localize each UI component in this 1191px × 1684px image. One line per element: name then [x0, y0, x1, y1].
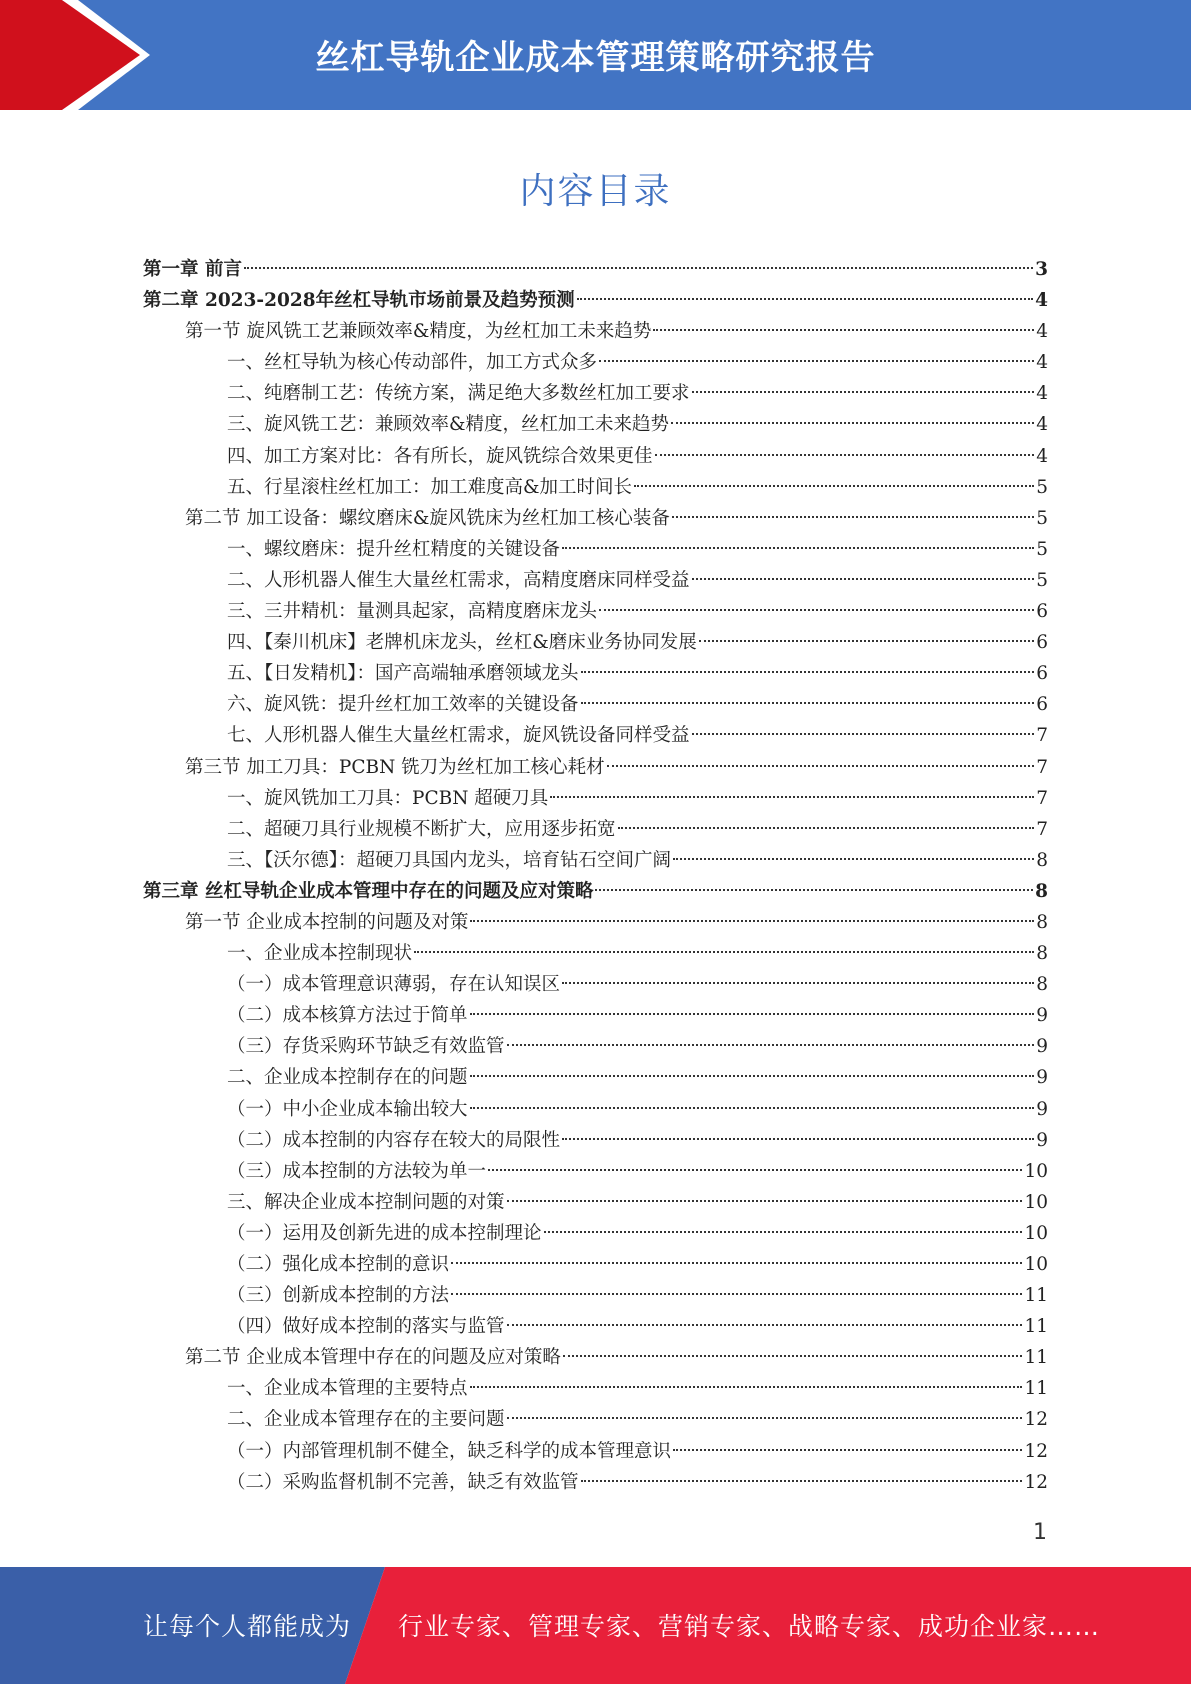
- toc-dot-leader: [673, 1449, 1022, 1451]
- toc-entry-title: 二、纯磨制工艺：传统方案，满足绝大多数丝杠加工要求: [227, 383, 690, 405]
- toc-entry-title: （二）采购监督机制不完善，缺乏有效监管: [227, 1471, 579, 1493]
- toc-entry-title: 五、行星滚柱丝杠加工：加工难度高&加工时间长: [227, 476, 632, 498]
- toc-dot-leader: [507, 1417, 1023, 1419]
- toc-dot-leader: [562, 547, 1034, 549]
- toc-entry-title: 五、【日发精机】：国产高端轴承磨领域龙头: [227, 663, 579, 685]
- toc-dot-leader: [507, 1324, 1023, 1326]
- toc-entry[interactable]: [143, 596, 1048, 627]
- toc-entry-page: 11: [1024, 1285, 1048, 1307]
- toc-entry-title: 第一章 前言: [143, 259, 242, 280]
- toc-entry[interactable]: [143, 1249, 1048, 1280]
- toc-entry-title: 第二节 企业成本管理中存在的问题及应对策略: [185, 1347, 561, 1369]
- toc-entry-title: （三）创新成本控制的方法: [227, 1285, 450, 1307]
- toc-dot-leader: [544, 1231, 1023, 1233]
- toc-dot-leader: [488, 1169, 1022, 1171]
- toc-dot-leader: [595, 889, 1033, 891]
- toc-entry-page: 7: [1036, 787, 1048, 809]
- toc-dot-leader: [634, 485, 1034, 487]
- toc-entry-title: （一）内部管理机制不健全，缺乏科学的成本管理意识: [227, 1440, 672, 1462]
- footer-banner: [0, 1567, 1191, 1684]
- toc-entry[interactable]: [143, 565, 1048, 596]
- table-of-contents: [143, 254, 1048, 1498]
- toc-entry[interactable]: [143, 534, 1048, 565]
- toc-dot-leader: [244, 267, 1033, 269]
- toc-entry-page: 10: [1024, 1222, 1048, 1244]
- toc-entry-page: 3: [1035, 259, 1048, 280]
- toc-entry-title: 二、人形机器人催生大量丝杠需求，高精度磨床同样受益: [227, 569, 690, 591]
- toc-entry-page: 7: [1036, 725, 1048, 747]
- toc-entry-title: 第一节 旋风铣工艺兼顾效率&精度，为丝杠加工未来趋势: [185, 321, 652, 343]
- toc-entry[interactable]: [143, 1156, 1048, 1187]
- footer-slogan-right: 行业专家、管理专家、营销专家、战略专家、成功企业家……: [398, 1612, 1101, 1641]
- toc-entry-page: 9: [1036, 1098, 1048, 1120]
- toc-entry-page: 7: [1036, 818, 1048, 840]
- toc-entry-title: 三、三井精机：量测具起家，高精度磨床龙头: [227, 601, 598, 623]
- toc-entry[interactable]: [143, 1187, 1048, 1218]
- toc-dot-leader: [618, 827, 1035, 829]
- toc-entry-page: 5: [1036, 476, 1048, 498]
- toc-entry[interactable]: [143, 845, 1048, 876]
- toc-dot-leader: [655, 454, 1035, 456]
- toc-entry[interactable]: [143, 876, 1048, 907]
- toc-entry-title: （一）成本管理意识薄弱，存在认知误区: [227, 974, 561, 996]
- toc-entry[interactable]: [143, 907, 1048, 938]
- toc-entry-title: 第一节 企业成本控制的问题及对策: [185, 911, 469, 933]
- toc-dot-leader: [607, 765, 1035, 767]
- toc-entry[interactable]: [143, 316, 1048, 347]
- toc-entry[interactable]: [143, 1280, 1048, 1311]
- toc-entry[interactable]: [143, 1373, 1048, 1404]
- toc-entry-title: 第二节 加工设备：螺纹磨床&旋风铣床为丝杠加工核心装备: [185, 507, 670, 529]
- toc-entry-page: 8: [1036, 974, 1048, 996]
- toc-entry-page: 8: [1036, 943, 1048, 965]
- toc-entry-title: 第二章 2023-2028年丝杠导轨市场前景及趋势预测: [143, 290, 575, 312]
- toc-entry-title: （一）中小企业成本输出较大: [227, 1098, 468, 1120]
- toc-entry-page: 4: [1036, 445, 1048, 467]
- toc-entry-page: 12: [1024, 1409, 1048, 1431]
- toc-entry-page: 8: [1036, 849, 1048, 871]
- toc-entry-page: 9: [1036, 1036, 1048, 1058]
- toc-entry-page: 10: [1024, 1160, 1048, 1182]
- toc-entry-title: （二）强化成本控制的意识: [227, 1254, 450, 1275]
- toc-entry-title: 一、企业成本控制现状: [227, 943, 413, 965]
- toc-dot-leader: [470, 1013, 1035, 1015]
- toc-entry-page: 12: [1024, 1440, 1048, 1462]
- toc-dot-leader: [550, 796, 1034, 798]
- toc-entry-page: 4: [1036, 414, 1048, 436]
- toc-entry-page: 6: [1036, 601, 1048, 623]
- toc-dot-leader: [599, 609, 1034, 611]
- toc-entry-title: 三、旋风铣工艺：兼顾效率&精度，丝杠加工未来趋势: [227, 414, 669, 436]
- toc-dot-leader: [414, 951, 1034, 953]
- toc-entry-title: （三）存货采购环节缺乏有效监管: [227, 1036, 505, 1058]
- toc-entry-page: 9: [1036, 1005, 1048, 1027]
- toc-dot-leader: [470, 1075, 1035, 1077]
- toc-entry-page: 5: [1036, 507, 1048, 529]
- toc-dot-leader: [470, 1386, 1023, 1388]
- toc-entry[interactable]: [143, 503, 1048, 534]
- toc-entry[interactable]: [143, 472, 1048, 503]
- toc-entry[interactable]: [143, 689, 1048, 720]
- toc-entry-page: 11: [1024, 1378, 1048, 1400]
- toc-entry-page: 4: [1036, 352, 1048, 374]
- toc-entry[interactable]: [143, 720, 1048, 751]
- toc-entry-title: 一、企业成本管理的主要特点: [227, 1378, 468, 1400]
- toc-entry-title: 第三节 加工刀具：PCBN 铣刀为丝杠加工核心耗材: [185, 756, 605, 778]
- toc-entry[interactable]: [143, 658, 1048, 689]
- toc-entry[interactable]: [143, 1031, 1048, 1062]
- toc-entry[interactable]: [143, 814, 1048, 845]
- toc-entry[interactable]: [143, 752, 1048, 783]
- toc-entry-page: 9: [1036, 1129, 1048, 1151]
- toc-entry[interactable]: [143, 441, 1048, 472]
- toc-entry-title: 一、丝杠导轨为核心传动部件，加工方式众多: [227, 352, 598, 374]
- toc-entry-title: 三、【沃尔德】：超硬刀具国内龙头，培育钻石空间广阔: [227, 849, 672, 871]
- toc-entry[interactable]: [143, 1000, 1048, 1031]
- toc-entry-page: 4: [1036, 321, 1048, 343]
- toc-dot-leader: [581, 671, 1035, 673]
- toc-entry-title: 二、超硬刀具行业规模不断扩大，应用逐步拓宽: [227, 818, 616, 840]
- report-title: 丝杠导轨企业成本管理策略研究报告: [315, 38, 876, 78]
- toc-entry-title: （一）运用及创新先进的成本控制理论: [227, 1222, 542, 1244]
- toc-entry[interactable]: [143, 1218, 1048, 1249]
- toc-entry-page: 6: [1036, 632, 1048, 654]
- toc-entry-page: 11: [1024, 1316, 1048, 1338]
- toc-entry[interactable]: [143, 1467, 1048, 1498]
- toc-entry-page: 5: [1036, 538, 1048, 560]
- toc-dot-leader: [673, 858, 1034, 860]
- toc-entry[interactable]: [143, 1436, 1048, 1467]
- toc-entry[interactable]: [143, 347, 1048, 378]
- toc-entry[interactable]: [143, 378, 1048, 409]
- toc-entry[interactable]: [143, 1062, 1048, 1093]
- toc-entry[interactable]: [143, 1342, 1048, 1373]
- toc-entry[interactable]: [143, 254, 1048, 285]
- toc-dot-leader: [563, 1355, 1023, 1357]
- toc-entry[interactable]: [143, 1311, 1048, 1342]
- toc-entry-page: 10: [1024, 1191, 1048, 1213]
- toc-entry-title: 六、旋风铣：提升丝杠加工效率的关键设备: [227, 694, 579, 716]
- toc-entry[interactable]: [143, 285, 1048, 316]
- toc-entry-page: 8: [1036, 911, 1048, 933]
- toc-entry[interactable]: [143, 1404, 1048, 1435]
- toc-entry-page: 7: [1036, 756, 1048, 778]
- toc-entry-title: 第三章 丝杠导轨企业成本管理中存在的问题及应对策略: [143, 880, 594, 902]
- toc-dot-leader: [671, 422, 1034, 424]
- toc-entry-title: （三）成本控制的方法较为单一: [227, 1160, 487, 1182]
- toc-entry[interactable]: [143, 1125, 1048, 1156]
- toc-dot-leader: [692, 391, 1035, 393]
- toc-entry-title: 二、企业成本控制存在的问题: [227, 1067, 468, 1089]
- toc-dot-leader: [672, 516, 1034, 518]
- toc-dot-leader: [451, 1262, 1022, 1264]
- toc-entry-title: 七、人形机器人催生大量丝杠需求，旋风铣设备同样受益: [227, 725, 690, 747]
- toc-entry[interactable]: [143, 409, 1048, 440]
- toc-entry-page: 5: [1036, 569, 1048, 591]
- toc-entry-title: 四、【秦川机床】老牌机床龙头，丝杠&磨床业务协同发展: [227, 632, 697, 654]
- footer-slogan-left: 让每个人都能成为: [143, 1612, 352, 1641]
- toc-entry-title: 四、加工方案对比：各有所长，旋风铣综合效果更佳: [227, 445, 653, 467]
- toc-entry-page: 10: [1024, 1254, 1048, 1275]
- toc-entry-page: 12: [1024, 1471, 1048, 1493]
- toc-dot-leader: [451, 1293, 1022, 1295]
- toc-dot-leader: [562, 982, 1034, 984]
- toc-entry-page: 8: [1035, 880, 1048, 902]
- toc-entry-title: 三、解决企业成本控制问题的对策: [227, 1191, 505, 1213]
- toc-dot-leader: [577, 298, 1034, 300]
- toc-entry-page: 6: [1036, 663, 1048, 685]
- toc-entry[interactable]: [143, 1094, 1048, 1125]
- toc-entry-title: （二）成本控制的内容存在较大的局限性: [227, 1129, 561, 1151]
- toc-entry[interactable]: [143, 783, 1048, 814]
- toc-entry-page: 11: [1024, 1347, 1048, 1369]
- toc-entry-page: 6: [1036, 694, 1048, 716]
- toc-dot-leader: [507, 1200, 1023, 1202]
- toc-entry-title: 二、企业成本管理存在的主要问题: [227, 1409, 505, 1431]
- toc-entry[interactable]: [143, 627, 1048, 658]
- page-number: 1: [1033, 1520, 1047, 1545]
- toc-entry-page: 4: [1036, 383, 1048, 405]
- toc-entry[interactable]: [143, 938, 1048, 969]
- toc-entry-title: （二）成本核算方法过于简单: [227, 1005, 468, 1027]
- toc-dot-leader: [692, 578, 1035, 580]
- toc-dot-leader: [599, 360, 1034, 362]
- toc-heading: 内容目录: [519, 171, 672, 212]
- toc-dot-leader: [470, 1107, 1035, 1109]
- toc-dot-leader: [653, 329, 1034, 331]
- toc-dot-leader: [562, 1138, 1034, 1140]
- toc-dot-leader: [470, 920, 1034, 922]
- toc-dot-leader: [699, 640, 1034, 642]
- header-banner: [0, 0, 1191, 110]
- toc-entry-title: 一、旋风铣加工刀具：PCBN 超硬刀具: [227, 787, 549, 809]
- toc-dot-leader: [692, 733, 1035, 735]
- toc-dot-leader: [581, 702, 1035, 704]
- toc-dot-leader: [507, 1044, 1035, 1046]
- toc-entry-title: （四）做好成本控制的落实与监管: [227, 1316, 505, 1338]
- toc-entry-title: 一、螺纹磨床：提升丝杠精度的关键设备: [227, 538, 561, 560]
- toc-entry-page: 4: [1035, 290, 1048, 312]
- toc-entry-page: 9: [1036, 1067, 1048, 1089]
- toc-entry[interactable]: [143, 969, 1048, 1000]
- toc-dot-leader: [581, 1480, 1023, 1482]
